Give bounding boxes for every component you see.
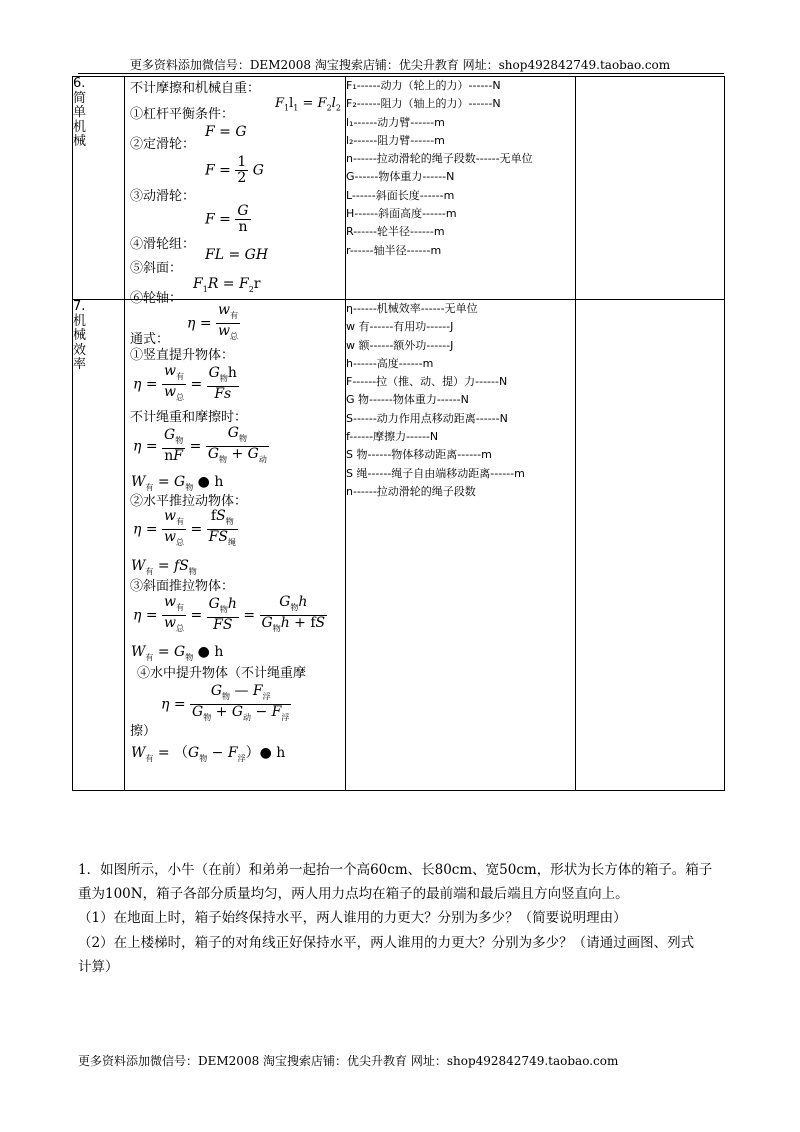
section-char: 效 (73, 342, 87, 358)
movable-pulley-formula: F = $\frac{1}{2}$ G (205, 154, 264, 186)
variable-item: R------轮半径------m (346, 225, 445, 239)
variable-item: h------高度------m (346, 356, 434, 370)
section-label (73, 300, 125, 791)
text-line: ④滑轮组： (130, 237, 196, 252)
text-line: ①杠杆平衡条件： (130, 107, 235, 122)
text-line: ②定滑轮： (130, 137, 196, 152)
header-rule (78, 73, 724, 74)
section-number: 7. (73, 299, 86, 314)
water-work-formula: $W_有 = (G_物$ − $F_浮)●$ h (131, 745, 286, 763)
fixed-pulley-formula: F = G (205, 124, 247, 140)
vertical-lift-formula: η = $\frac{w_有}{w_总}$ = $\frac{G_物h}{Fs}$ (133, 363, 237, 403)
slope-formula: FL = GH (205, 247, 269, 263)
table-row-efficiency (73, 300, 725, 791)
section-char: 单 (73, 105, 87, 120)
text-line: ①竖直提升物体： (130, 348, 235, 363)
question-part: （2）在上楼梯时，箱子的对角线正好保持水平，两人谁用的力更大？分别为多少？（请通过画图、列式 (78, 935, 695, 951)
text-line: ⑥轮轴： (130, 291, 183, 306)
variable-item: η------机械效率------无单位 (346, 302, 478, 315)
lever-formula: $F_1l_1 = F_2l_2$ (275, 96, 341, 113)
formula-table (72, 76, 725, 791)
text-line: ④水中提升物体（不计绳重摩 (137, 666, 307, 681)
variable-item: f------摩擦力------N (346, 430, 439, 444)
incline-work-formula: $W_有 = G_物$ ● h (131, 644, 224, 662)
variable-item: w 有------有用功------J (346, 320, 454, 334)
variable-item: S 物------物体移动距离------m (346, 448, 492, 462)
table-row-simple-machines (73, 77, 725, 300)
variable-list (346, 300, 576, 791)
variable-item: n------拉动滑轮的绳子段数 (346, 484, 476, 498)
text-line: ③斜面推拉物体： (130, 579, 235, 594)
variable-item: w 额------额外功------J (346, 338, 454, 352)
efficiency-general-formula: η = $\frac{w_有}{w_总}$ (187, 302, 239, 341)
horizontal-work-formula: $W_有 = fS_物$ (131, 558, 197, 576)
formula-cell (125, 300, 346, 791)
incline-formula: η = $\frac{w_有}{w_总}$ = $\frac{G_物h}{FS}$ = $\frac{G_物h}{G_物h + fS}$ (133, 594, 326, 634)
text-line: 擦） (130, 724, 157, 739)
section-char: 械 (73, 134, 87, 149)
formula-cell (125, 77, 346, 306)
variable-item: S 绳------绳子自由端移动距离------m (346, 466, 525, 480)
variable-item: H------斜面高度------m (346, 207, 457, 221)
section-char: 械 (73, 328, 87, 343)
text-line: ②水平推拉动物体： (130, 494, 248, 509)
question-part: （1）在地面上时，箱子始终保持水平，两人谁用的力更大？分别为多少？（简要说明理由） (78, 910, 627, 926)
text-line: ③动滑轮： (130, 189, 196, 204)
text-line: 不计绳重和摩擦时： (130, 410, 248, 425)
question-line: 1．如图所示，小牛（在前）和弟弟一起抬一个高60cm、长80cm、宽50cm，形状为长方体的箱子。箱子 (78, 862, 713, 878)
text-line: 不计摩擦和机械自重： (130, 81, 261, 96)
page-header: 更多资料添加微信号：DEM2008 淘宝搜索店铺：优尖升教育 网址：shop492842749.taobao.com (129, 58, 671, 72)
text-line: 通式： (130, 332, 170, 347)
pulley-block-formula: F = $\frac{G}{n}$ (205, 203, 249, 235)
question-part: 计算） (78, 959, 119, 975)
empty-cell (576, 300, 725, 791)
variable-item: F------拉（推、动、提）力------N (346, 375, 508, 389)
section-number: 6. (73, 76, 86, 91)
variable-list (346, 77, 576, 300)
variable-item: l₁------动力臂------m (346, 115, 445, 129)
question-line: 重为100N，箱子各部分质量均匀，两人用力点均在箱子的最前端和最后端且方向竖直向上。 (78, 886, 629, 902)
axle-formula: $F_1R = F_2r$ (193, 276, 261, 294)
section-char: 率 (73, 357, 87, 372)
variable-item: F₁------动力（轮上的力）------N (346, 79, 501, 92)
section-char: 简 (73, 90, 87, 106)
horizontal-formula: η = $\frac{w_有}{w_总}$ = $\frac{fS_物}{FS_绳}$ (133, 508, 236, 547)
variable-item: F₂------阻力（轴上的力）------N (346, 97, 501, 111)
water-lift-formula: η = $\frac{G_物 — F_浮}{G_物 + G_动 - F_浮}$ (161, 683, 290, 722)
empty-cell (576, 77, 725, 300)
useful-work-formula: $W_有 = G_物$ ● h (131, 474, 224, 492)
variable-item: r------轴半径------m (346, 243, 442, 257)
text-line: ⑤斜面： (130, 261, 183, 276)
no-friction-formula: η = $\frac{G_物}{nF}$ = $\frac{G_物}{G_物 + G_动}$ (133, 425, 267, 465)
variable-item: G 物------物体重力------N (346, 393, 469, 407)
variable-item: L------斜面长度------m (346, 188, 455, 202)
variable-item: G------物体重力------N (346, 170, 455, 184)
section-label (73, 77, 125, 300)
variable-item: l₂------阻力臂------m (346, 133, 445, 147)
variable-item: S------动力作用点移动距离------N (346, 411, 508, 425)
page-footer: 更多资料添加微信号：DEM2008 淘宝搜索店铺：优尖升教育 网址：shop492842749.taobao.com (78, 1054, 619, 1068)
section-char: 机 (73, 313, 87, 329)
section-char: 机 (73, 119, 87, 135)
variable-item: n------拉动滑轮的绳子段数------无单位 (346, 152, 533, 166)
